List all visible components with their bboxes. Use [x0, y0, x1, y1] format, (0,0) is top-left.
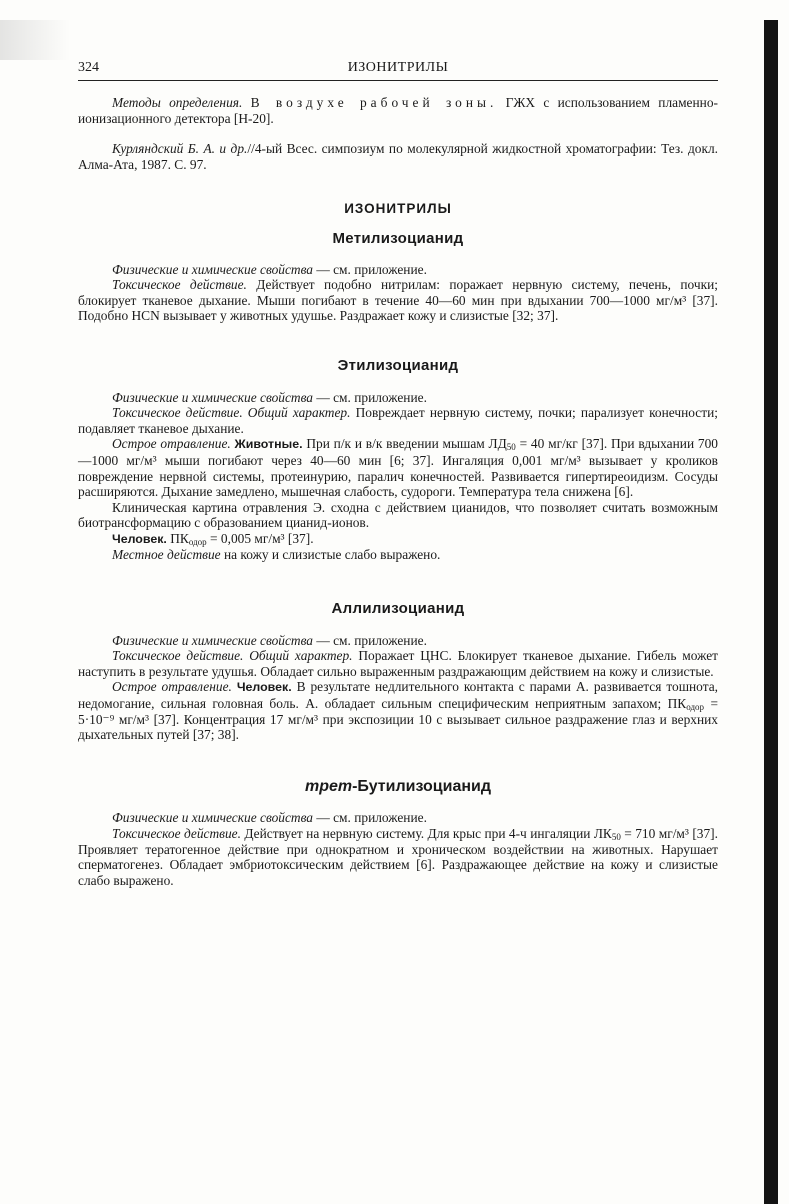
allyl-phys: Физические и химические свойства — см. приложение.: [112, 632, 427, 648]
allyl-acute: Острое отравление. Человек. В результате недлительного контакта с парами А. развивается тошнота, недомогание, сильная головная боль. А. обладает сильным специфическим неприятным запахом; $ПК_{одор} = 5\cdot 10^{-9}$ мг/м³ [37]. Концентрация 17 мг/м³ при экспозиции 10 с вызывает сильное раздражение глаз и верхних дыхательных путей [37; 38].: [78, 679, 718, 743]
methods-paragraph: Методы определения. В воздухе рабочей зоны. ГЖХ с использованием пламенно-ионизационного детектора [Н-20].: [78, 95, 718, 126]
section-title-allyl: Аллилизоцианид: [331, 600, 465, 618]
ethyl-clinic: Клиническая картина отравления Э. сходна с действием цианидов, что позволяет считать возможным биотрансформацию с образованием цианид-ионов.: [78, 499, 718, 531]
page-header: [78, 58, 718, 81]
reference-paragraph: Курляндский Б. А. и др.//4-ый Всес. симпозиум по молекулярной жидкостной хроматографии: Тез. докл. Алма-Ата, 1987. С. 97.: [78, 141, 718, 172]
ethyl-human: Человек. $ПК_{одор} = 0,005$ мг/м³ [37].: [112, 530, 314, 547]
ethyl-local: Местное действие на кожу и слизистые слабо выражено.: [112, 547, 441, 563]
methyl-tox: Токсическое действие. Действует подобно нитрилам: поражает нервную систему, печень, почки; блокирует тканевое дыхание. Мыши погибают в течение 40—60 мин при вдыхании 700—1000 мг/м³ [37]. Подобно HCN вызывает у животных удушье. Раздражает кожу и слизистые [32; 37].: [78, 277, 718, 324]
section-title-methyl: Метилизоцианид: [332, 229, 464, 247]
ethyl-phys: Физические и химические свойства — см. приложение.: [112, 389, 427, 405]
scan-edge-bar: [764, 20, 778, 1204]
section-title-ethyl: Этилизоцианид: [337, 356, 459, 374]
section-title-tbutyl: трет-Бутилизоцианид: [304, 777, 492, 795]
allyl-tox: Токсическое действие. Общий характер. Поражает ЦНС. Блокирует тканевое дыхание. Гибель может наступить в результате удушья. Обладает сильно выраженным раздражающим действием на кожу и слизистые.: [78, 648, 718, 679]
chapter-title: ИЗОНИТРИЛЫ: [344, 201, 452, 217]
tbutyl-tox: Токсическое действие. Действует на нервную систему. Для крыс при 4-ч ингаляции $ЛК_{50} = 710$ мг/м³ [37]. Проявляет тератогенное действие при однократном и хроническом воздействии на животных. Нарушает сперматогенез. Обладает эмбриотоксическим действием [6]. Раздражающее действие на кожу и слизистые слабо выражено.: [78, 826, 718, 888]
scan-smudge: [0, 20, 70, 60]
running-title: ИЗОНИТРИЛЫ: [347, 60, 449, 75]
page-number: 324: [78, 60, 99, 75]
page: [78, 58, 718, 888]
methyl-phys: Физические и химические свойства — см. приложение.: [112, 261, 427, 277]
ethyl-acute: Острое отравление. Животные. При п/к и в/к введении мышам $ЛД_{50} = 40$ мг/кг [37]. При вдыхании 700—1000 мг/м³ мыши погибают через 40—60 мин [6; 37]. Ингаляция 0,001 мг/м³ вызывает у кроликов повреждение нервной системы, протеинурию, паралич конечностей. Развивается гипертиреоидизм. Сосуды расширяются. Дыхание замедлено, мышечная слабость, судороги. Температура тела снижена [6].: [78, 436, 719, 500]
ethyl-tox: Токсическое действие. Общий характер. Повреждает нервную систему, почки; парализует конечности; подавляет тканевое дыхание.: [78, 405, 718, 436]
tbutyl-phys: Физические и химические свойства — см. приложение.: [112, 810, 427, 826]
